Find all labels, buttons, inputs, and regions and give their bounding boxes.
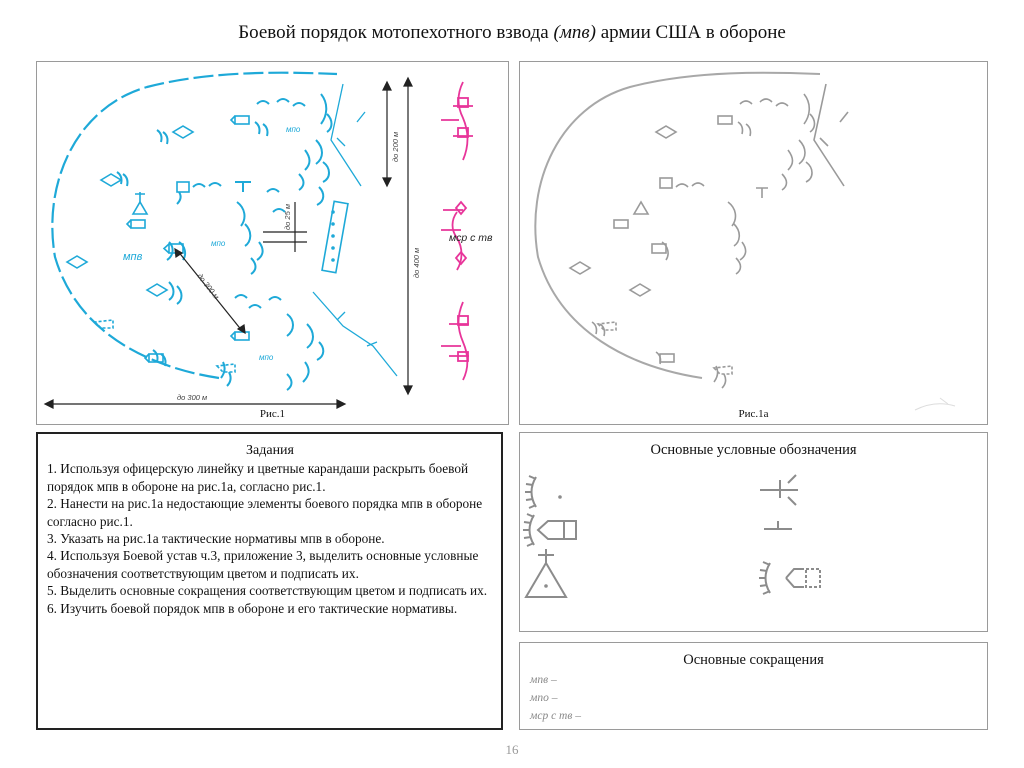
- label-dist-300-bottom: до 300 м: [177, 393, 208, 402]
- boundary-symbol: [760, 475, 798, 505]
- observation-post-symbol: [764, 521, 792, 529]
- title-main: Боевой порядок мотопехотного взвода: [238, 22, 549, 43]
- label-mpv: мпв: [123, 251, 143, 263]
- reserve-position-symbol: [759, 562, 820, 594]
- label-dist-200: до 200 м: [391, 131, 400, 162]
- tasks-heading: Задания: [246, 443, 294, 458]
- vehicle-position-symbol: [523, 514, 576, 546]
- figure-1-caption: Рис.1: [259, 408, 286, 420]
- abbreviation-item: мср с тв –: [530, 710, 581, 722]
- page-title: [0, 22, 1024, 44]
- figure-1-diagram: [37, 62, 508, 424]
- platoon-vehicles: [67, 116, 348, 372]
- figure-1a: [519, 61, 988, 425]
- label-dist-400: до 400 м: [412, 247, 421, 278]
- figure-1: [36, 61, 509, 425]
- figure-1a-caption: Рис.1а: [738, 408, 769, 420]
- trench-position-symbol: [525, 476, 561, 508]
- legend-symbols: [520, 433, 987, 631]
- task-item: 5. Выделить основные сокращения соответствующим цветом и подписать их.: [47, 583, 488, 599]
- boundary-lines: [313, 84, 397, 376]
- label-mpo-mid: мпо: [211, 239, 226, 248]
- blank-positions: [570, 84, 848, 388]
- label-msr: мср с тв: [449, 232, 493, 244]
- title-tail: армии США в обороне: [600, 22, 786, 43]
- command-post-symbol: [526, 549, 566, 597]
- abbreviation-item: мпв –: [530, 674, 557, 686]
- label-dist-300-diag: до 300 м: [195, 271, 222, 301]
- abbreviation-item: мпо –: [530, 692, 558, 704]
- label-dist-25: до 25 м: [283, 204, 292, 230]
- title-abbr: (мпв): [553, 22, 596, 43]
- page-number: 16: [505, 742, 519, 757]
- abbreviations-box: [519, 642, 988, 730]
- task-item: 4. Используя Боевой устав ч.3, приложение 3, выделить основные условные обозначения соответствующим цветом и подписать их.: [47, 548, 479, 581]
- label-mpo-bottom: мпо: [259, 353, 274, 362]
- task-item: 2. Нанести на рис.1а недостающие элементы боевого порядка мпв в обороне согласно рис.1.: [47, 496, 483, 529]
- legend-box: [519, 432, 988, 632]
- defense-boundary: [52, 73, 337, 378]
- task-item: 6. Изучить боевой порядок мпв в обороне и его тактические нормативы.: [47, 600, 458, 616]
- abbreviations-heading: Основные сокращения: [683, 652, 824, 668]
- distance-arrows: [45, 78, 412, 408]
- task-item: 1. Используя офицерскую линейку и цветные карандаши раскрыть боевой порядок мпв в обороне на рис.1а, согласно рис.1.: [47, 461, 469, 494]
- legend-heading: Основные условные обозначения: [650, 442, 857, 458]
- figure-1a-diagram: [520, 62, 987, 424]
- task-item: 3. Указать на рис.1а тактические нормативы мпв в обороне.: [47, 531, 385, 547]
- defense-boundary-blank: [535, 73, 820, 378]
- tasks-box: [36, 432, 503, 730]
- neighbor-company: [441, 82, 473, 380]
- label-mpo-top: мпо: [286, 125, 301, 134]
